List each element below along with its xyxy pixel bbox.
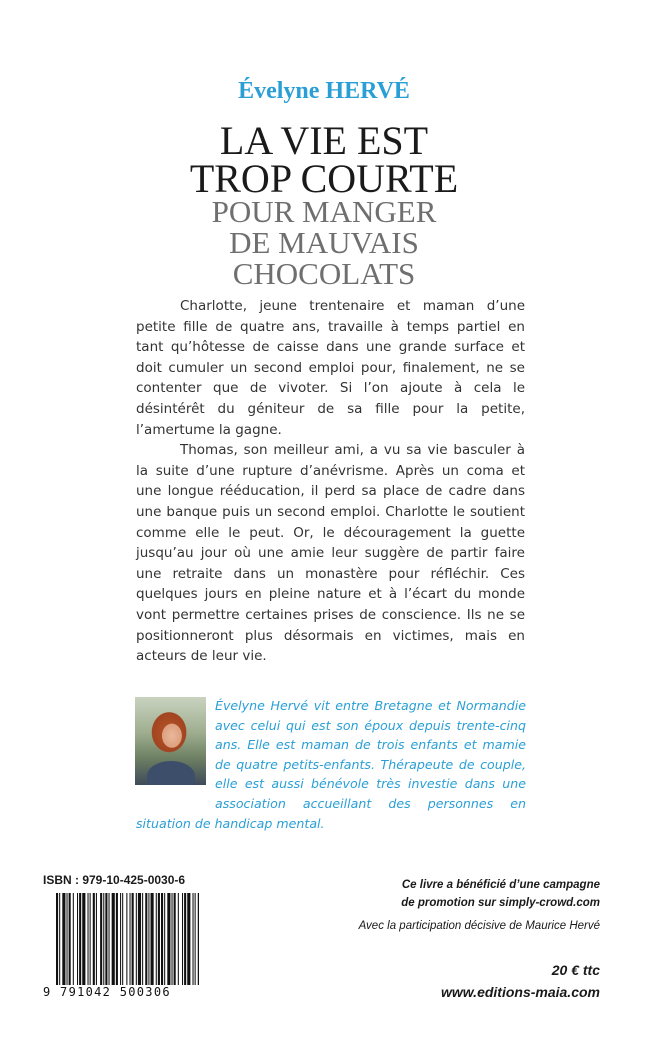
barcode-bar [167, 893, 170, 985]
barcode-bar [193, 893, 194, 985]
barcode-bar [93, 893, 95, 985]
crowdfunding-note [340, 876, 600, 912]
barcode-bar [195, 893, 196, 985]
barcode-bar [148, 893, 149, 985]
barcode-bar [161, 893, 163, 985]
author-bio: Évelyne Hervé vit entre Bretagne et Normandie avec celui qui est son époux depuis trente-cinq ans. Elle est maman de trois enfants et mamie de quatre petits-enfants. Thérapeute de couple, elle est aussi bénévole très investie dans une association accueillant des personnes en situation de handicap mental. [136, 698, 526, 831]
barcode-bar [151, 893, 154, 985]
barcode-bar [184, 893, 186, 985]
barcode-bar [164, 893, 165, 985]
title-line-1: LA VIE EST [219, 118, 429, 163]
barcode-bar [96, 893, 97, 985]
barcode-bar [69, 893, 71, 985]
barcode-bar [126, 893, 127, 985]
barcode-bar [79, 893, 81, 985]
barcode-bar [156, 893, 157, 985]
title-line-2: TROP COURTE [189, 156, 459, 201]
barcode-bar [103, 893, 104, 985]
photo-spacer [136, 696, 215, 794]
barcode-bar [88, 893, 89, 985]
barcode-bar [90, 893, 91, 985]
barcode-bar [82, 893, 85, 985]
barcode-bar [67, 893, 68, 985]
barcode-bar [138, 893, 141, 985]
subtitle-line-2: DE MAUVAIS [229, 225, 419, 260]
barcode-bar [59, 893, 60, 985]
barcode-digits: 9 791042 500306 [43, 985, 171, 999]
publisher-website: www.editions-maia.com [441, 984, 600, 1000]
barcode-bar [182, 893, 183, 985]
barcode-bar [109, 893, 110, 985]
barcode-bar [100, 893, 102, 985]
barcode-bar [136, 893, 137, 985]
barcode-bar [73, 893, 74, 985]
barcode-bar [120, 893, 121, 985]
barcode-bar [116, 893, 118, 985]
barcode-bar [145, 893, 147, 985]
barcode-bar [172, 893, 173, 985]
participation-note: Avec la participation décisive de Maurice Hervé [358, 920, 600, 932]
barcode-bar [158, 893, 160, 985]
author-bio-block [136, 696, 526, 833]
crowdfunding-line-1: Ce livre a bénéficié d’une campagne [401, 879, 600, 891]
barcode [56, 893, 199, 985]
barcode-bar [198, 893, 199, 985]
barcode-bar [187, 893, 190, 985]
barcode-bar [105, 893, 107, 985]
barcode-bar [178, 893, 179, 985]
barcode-bar [132, 893, 134, 985]
barcode-bar [122, 893, 123, 985]
subtitle-line-1: POUR MANGER [211, 194, 437, 229]
summary-paragraph-1: Charlotte, jeune trentenaire et maman d’une petite fille de quatre ans, travaille à temps partiel en tant qu’hôtesse de caisse dans une grande surface et doit cumuler un second emploi pour, finalement, ne se contenter que de vivoter. Si l’on ajoute à cela le désintérêt du géniteur de sa fille pour la petite, l’amertume la gagne. [136, 298, 525, 438]
barcode-bar [130, 893, 131, 985]
barcode-bar [56, 893, 58, 985]
barcode-bar [142, 893, 143, 985]
author-name: Évelyne HERVÉ [238, 78, 410, 104]
barcode-bar [174, 893, 176, 985]
subtitle-line-3: CHOCOLATS [232, 256, 416, 291]
barcode-bar [77, 893, 78, 985]
barcode-bar [112, 893, 115, 985]
isbn: ISBN : 979-10-425-0030-6 [43, 873, 186, 887]
summary [136, 296, 525, 667]
crowdfunding-line-2: de promotion sur simply-crowd.com [401, 897, 600, 909]
summary-paragraph-2: Thomas, son meilleur ami, a vu sa vie basculer à la suite d’une rupture d’anévrisme. Après un coma et une longue rééducation, il perd sa place de cadre dans une banque puis un second emploi. Charlotte le soutient comme elle le peut. Or, le découragement la guette jusqu’au jour où une amie leur suggère de partir faire une retraite dans un monastère pour réfléchir. Ces quelques jours en pleine nature et à l’écart du monde vont permettre certaines prises de conscience. Ils ne se positionneront plus désormais en victimes, mais en acteurs de leur vie. [136, 442, 525, 665]
price: 20 € ttc [551, 962, 600, 978]
barcode-bar [62, 893, 65, 985]
